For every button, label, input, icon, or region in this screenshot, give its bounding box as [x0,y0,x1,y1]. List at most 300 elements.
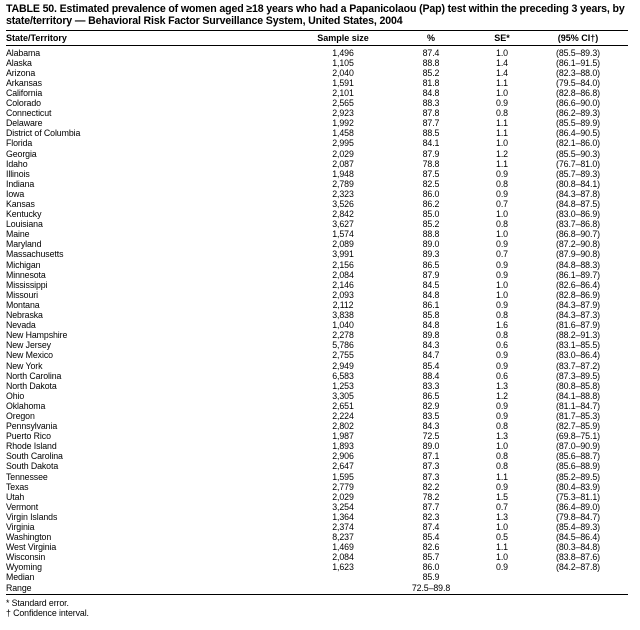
cell-se: 1.0 [496,441,508,452]
cell-pct: 82.6 [422,542,440,553]
cell-state: Nevada [6,320,36,331]
cell-ci: (82.3–88.0) [556,67,600,78]
table-row [6,310,628,320]
cell-state: Illinois [6,168,30,179]
table-row [6,371,628,381]
column-header-state-territory: State/Territory [6,30,300,45]
cell-pct: 83.5 [422,410,440,421]
cell-pct: 84.3 [422,340,440,351]
cell-ci: (75.3–81.1) [556,491,600,502]
table-row [6,159,628,169]
cell-state: Michigan [6,259,41,270]
cell-se: 0.6 [496,370,508,381]
cell-pct: 83.3 [422,380,440,391]
cell-se: 1.3 [496,431,508,442]
cell-sample: 1,364 [332,511,354,522]
cell-pct: 85.0 [422,209,440,220]
cell-ci: (86.2–89.3) [556,108,600,119]
cell-pct: 87.1 [422,451,440,462]
cell-se: 0.9 [496,299,508,310]
table-row [6,472,628,482]
footnote-standard-error: * Standard error. [6,597,69,608]
table-row [6,88,628,98]
cell-sample: 2,647 [332,461,354,472]
cell-sample: 2,323 [332,188,354,199]
cell-sample: 2,029 [332,491,354,502]
cell-pct: 84.8 [422,87,440,98]
cell-pct: 87.3 [422,471,440,482]
table-row [6,239,628,249]
table-row [6,421,628,431]
cell-pct: 89.3 [422,249,440,260]
table-row [6,572,628,582]
cell-ci: (84.3–87.3) [556,310,600,321]
cell-state: South Dakota [6,461,59,472]
table-row [6,451,628,461]
cell-pct: 72.5 [422,431,440,442]
cell-se: 1.1 [496,128,508,139]
cell-state: New Jersey [6,340,51,351]
cell-ci: (85.6–88.9) [556,461,600,472]
cell-se: 1.0 [496,209,508,220]
cell-sample: 2,089 [332,239,354,250]
cell-sample [300,583,386,595]
cell-ci: (84.5–86.4) [556,532,600,543]
cell-ci: (86.1–91.5) [556,57,600,68]
cell-se: 0.6 [496,340,508,351]
cell-sample: 2,755 [332,350,354,361]
cell-se: 1.1 [496,542,508,553]
cell-state: Louisiana [6,219,43,230]
cell-state: Florida [6,138,33,149]
cell-pct: 87.9 [422,269,440,280]
cell-pct: 86.0 [422,188,440,199]
cell-sample: 3,305 [332,390,354,401]
cell-pct: 86.2 [422,199,440,209]
cell-sample: 2,374 [332,522,354,532]
cell-ci: (81.1–84.7) [556,400,600,411]
cell-pct: 81.8 [422,77,440,88]
table-row [6,381,628,391]
table-row [6,199,628,209]
table-title: TABLE 50. Estimated prevalence of women aged ≥18 years who had a Papanicolaou (Pap) test within the preceding 3 years, by state/territory — Behavioral Risk Factor Surveillance System, United States, 2004 [6,3,625,27]
cell-se: 1.4 [496,57,508,68]
cell-sample: 3,991 [332,249,354,260]
cell-ci: (76.7–81.0) [556,158,600,169]
cell-state: Virgin Islands [6,511,58,522]
cell-state: Texas [6,481,29,492]
cell-se: 0.9 [496,562,508,573]
table-row [6,431,628,441]
cell-se: 0.7 [496,501,508,512]
cell-pct: 82.9 [422,400,440,411]
cell-pct: 84.7 [422,350,440,361]
table-row [6,149,628,159]
cell-se: 0.9 [496,400,508,411]
cell-ci: (80.3–84.8) [556,542,600,553]
cell-sample: 2,101 [332,87,354,98]
cell-se: 0.8 [496,421,508,432]
cell-pct: 86.0 [422,562,440,573]
cell-sample: 1,595 [332,471,354,482]
cell-ci [528,572,628,582]
cell-sample: 2,224 [332,410,354,421]
cell-se: 1.0 [496,289,508,300]
cell-state: Idaho [6,158,28,169]
cell-se: 0.9 [496,239,508,250]
cell-ci: (86.1–89.7) [556,269,600,280]
cell-ci: (83.1–85.5) [556,340,600,351]
cell-sample: 1,458 [332,128,354,139]
cell-pct: 84.5 [422,279,440,290]
cell-sample: 2,565 [332,98,354,109]
cell-sample: 3,526 [332,199,354,209]
cell-pct: 87.4 [422,522,440,532]
cell-se: 1.0 [496,47,508,58]
cell-ci: (86.8–90.7) [556,229,600,240]
cell-sample: 2,146 [332,279,354,290]
cell-state: Wisconsin [6,552,46,563]
table-row [6,532,628,542]
table-header [6,30,628,45]
table-row [6,78,628,88]
cell-state: Tennessee [6,471,48,482]
cell-se: 0.9 [496,259,508,270]
cell-state: New York [6,360,43,371]
cell-pct: 87.4 [422,47,440,58]
cell-state: Range [6,582,32,593]
cell-ci: (85.5–89.9) [556,118,600,129]
table-row [6,260,628,270]
cell-state: Utah [6,491,25,502]
cell-sample: 2,923 [332,108,354,119]
pap-test-prevalence-table [6,30,628,595]
cell-state: Wyoming [6,562,42,573]
cell-sample: 2,802 [332,421,354,432]
cell-se: 0.8 [496,310,508,321]
table-row [6,391,628,401]
cell-se: 0.8 [496,178,508,189]
cell-state: Missouri [6,289,38,300]
cell-state: Alaska [6,57,32,68]
cell-state: Median [6,572,35,583]
cell-se [476,572,528,582]
table-row [6,552,628,562]
cell-se: 1.6 [496,320,508,331]
table-row [6,350,628,360]
cell-state: West Virginia [6,542,57,553]
table-footnotes [6,598,630,619]
cell-ci: (82.8–86.9) [556,289,600,300]
cell-se: 1.3 [496,380,508,391]
table-row [6,118,628,128]
cell-ci [528,583,628,595]
table-row [6,249,628,259]
cell-sample: 2,842 [332,209,354,220]
cell-se: 1.0 [496,522,508,532]
cell-sample: 2,029 [332,148,354,159]
cell-pct: 87.7 [422,118,440,129]
cell-pct: 84.8 [422,320,440,331]
cell-sample: 2,112 [332,299,354,310]
cell-pct: 78.8 [422,158,440,169]
cell-pct: 87.8 [422,108,440,119]
cell-se: 0.9 [496,98,508,109]
header-row [6,30,628,45]
cell-ci: (84.3–87.9) [556,299,600,310]
cell-sample: 2,995 [332,138,354,149]
cell-state: North Carolina [6,370,62,381]
table-row [6,401,628,411]
cell-se: 0.9 [496,360,508,371]
cell-ci: (84.8–87.5) [556,199,600,209]
footnote-confidence-interval: † Confidence interval. [6,608,89,619]
table-row [6,522,628,532]
cell-ci: (83.0–86.4) [556,350,600,361]
cell-state: District of Columbia [6,128,81,139]
table-body [6,45,628,594]
cell-state: Oklahoma [6,400,46,411]
cell-se: 0.7 [496,199,508,209]
cell-state: Ohio [6,390,25,401]
cell-ci: (83.8–87.6) [556,552,600,563]
cell-sample: 2,278 [332,330,354,341]
cell-ci: (79.8–84.7) [556,511,600,522]
cell-ci: (80.8–84.1) [556,178,600,189]
cell-se: 0.9 [496,350,508,361]
cell-se: 1.2 [496,390,508,401]
cell-sample: 1,623 [332,562,354,573]
table-row [6,98,628,108]
cell-sample: 1,893 [332,441,354,452]
cell-pct: 85.2 [422,219,440,230]
cell-sample: 3,838 [332,310,354,321]
table-row [6,361,628,371]
cell-sample: 1,574 [332,229,354,240]
cell-se: 1.3 [496,511,508,522]
cell-pct: 88.5 [422,128,440,139]
cell-pct: 88.8 [422,57,440,68]
table-row [6,219,628,229]
table-row [6,270,628,280]
cell-pct: 87.9 [422,148,440,159]
cell-state: Iowa [6,188,25,199]
table-row [6,229,628,239]
cell-sample: 2,087 [332,158,354,169]
cell-sample: 2,040 [332,67,354,78]
cell-ci: (82.6–86.4) [556,279,600,290]
table-row [6,58,628,68]
cell-sample: 3,254 [332,501,354,512]
cell-pct: 88.3 [422,98,440,109]
table-row [6,45,628,58]
table-row [6,340,628,350]
table-row [6,300,628,310]
table-row [6,562,628,572]
cell-sample: 2,789 [332,178,354,189]
table-row [6,290,628,300]
cell-sample: 2,651 [332,400,354,411]
cell-se: 1.0 [496,87,508,98]
cell-pct: 86.1 [422,299,440,310]
cell-se: 0.9 [496,168,508,179]
cell-ci: (79.5–84.0) [556,77,600,88]
cell-sample: 8,237 [332,532,354,543]
cell-ci: (87.9–90.8) [556,249,600,260]
cell-se: 0.8 [496,451,508,462]
column-header-sample-size: Sample size [300,30,386,45]
cell-state: Puerto Rico [6,431,51,442]
cell-sample: 2,156 [332,259,354,270]
cell-ci: (85.5–90.3) [556,148,600,159]
cell-pct: 87.7 [422,501,440,512]
cell-se: 0.9 [496,269,508,280]
cell-pct: 85.4 [422,532,440,543]
cell-state: Minnesota [6,269,46,280]
column-header-percent: % [386,30,476,45]
cell-se: 0.9 [496,188,508,199]
cell-state: North Dakota [6,380,57,391]
cell-pct: 84.8 [422,289,440,300]
column-header-confidence-interval: (95% CI†) [528,30,628,45]
cell-sample: 1,105 [332,57,354,68]
cell-ci: (84.3–87.8) [556,188,600,199]
cell-ci: (86.6–90.0) [556,98,600,109]
cell-ci: (88.2–91.3) [556,330,600,341]
cell-sample: 1,496 [332,47,354,58]
table-row [6,512,628,522]
cell-sample: 1,992 [332,118,354,129]
cell-sample: 6,583 [332,370,354,381]
cell-se: 1.5 [496,491,508,502]
cell-se: 1.2 [496,148,508,159]
cell-state: Washington [6,532,52,543]
cell-ci: (87.0–90.9) [556,441,600,452]
table-row [6,482,628,492]
table-row [6,169,628,179]
cell-ci: (80.4–83.9) [556,481,600,492]
cell-pct: 85.2 [422,67,440,78]
cell-pct: 89.8 [422,330,440,341]
cell-state: Mississippi [6,279,48,290]
cell-state: Alabama [6,47,41,58]
cell-sample: 2,949 [332,360,354,371]
table-row [6,209,628,219]
cell-pct: 86.5 [422,259,440,270]
cell-ci: (69.8–75.1) [556,431,600,442]
cell-sample: 5,786 [332,340,354,351]
cell-state: Indiana [6,178,35,189]
cell-pct: 89.0 [422,239,440,250]
cell-se: 0.8 [496,108,508,119]
cell-pct: 85.7 [422,552,440,563]
cell-ci: (85.5–89.3) [556,47,600,58]
cell-ci: (83.7–87.2) [556,360,600,371]
cell-pct: 86.5 [422,390,440,401]
cell-ci: (83.7–86.8) [556,219,600,230]
cell-sample: 1,253 [332,380,354,391]
cell-state: New Mexico [6,350,53,361]
cell-ci: (85.4–89.3) [556,522,600,532]
cell-state: Vermont [6,501,39,512]
cell-state: Kansas [6,199,35,209]
column-header-standard-error: SE* [476,30,528,45]
cell-state: Arizona [6,67,36,78]
cell-state: Virginia [6,522,35,532]
cell-pct: 78.2 [422,491,440,502]
cell-se: 1.4 [496,67,508,78]
cell-se: 1.0 [496,279,508,290]
cell-state: Connecticut [6,108,52,119]
cell-pct: 85.9 [422,572,440,583]
cell-state: Georgia [6,148,37,159]
cell-ci: (87.3–89.5) [556,370,600,381]
cell-sample: 1,987 [332,431,354,442]
cell-pct: 87.3 [422,461,440,472]
table-row [6,179,628,189]
cell-se: 1.1 [496,471,508,482]
cell-sample [300,572,386,582]
cell-sample: 2,093 [332,289,354,300]
cell-sample: 2,084 [332,552,354,563]
cell-se: 1.1 [496,118,508,129]
cell-state: Colorado [6,98,41,109]
cell-pct: 87.5 [422,168,440,179]
cell-pct: 82.5 [422,178,440,189]
cell-sample: 1,469 [332,542,354,553]
cell-sample: 3,627 [332,219,354,230]
cell-ci: (82.1–86.0) [556,138,600,149]
cell-state: Kentucky [6,209,42,220]
cell-pct: 82.2 [422,481,440,492]
cell-state: Maine [6,229,30,240]
cell-ci: (80.8–85.8) [556,380,600,391]
table-row [6,502,628,512]
cell-ci: (85.6–88.7) [556,451,600,462]
table-row [6,320,628,330]
cell-se: 1.0 [496,138,508,149]
cell-ci: (84.1–88.8) [556,390,600,401]
cell-ci: (82.7–85.9) [556,421,600,432]
cell-sample: 1,040 [332,320,354,331]
cell-state: Arkansas [6,77,42,88]
cell-sample: 1,591 [332,77,354,88]
cell-pct: 72.5–89.8 [411,582,451,593]
table-row [6,280,628,290]
cell-ci: (85.2–89.5) [556,471,600,482]
cell-se: 0.8 [496,219,508,230]
table-row [6,108,628,118]
table-row [6,542,628,552]
table-row [6,128,628,138]
cell-sample: 1,948 [332,168,354,179]
cell-se: 0.8 [496,330,508,341]
cell-se: 0.8 [496,461,508,472]
cell-se: 1.1 [496,77,508,88]
cell-pct: 84.3 [422,421,440,432]
cell-ci: (84.8–88.3) [556,259,600,270]
cell-se: 0.7 [496,249,508,260]
cell-state: South Carolina [6,451,63,462]
cell-pct: 85.4 [422,360,440,371]
cell-pct: 82.3 [422,511,440,522]
cell-se: 0.9 [496,481,508,492]
cell-pct: 88.8 [422,229,440,240]
cell-se: 0.5 [496,532,508,543]
table-row [6,492,628,502]
table-row [6,441,628,451]
table-row [6,461,628,471]
